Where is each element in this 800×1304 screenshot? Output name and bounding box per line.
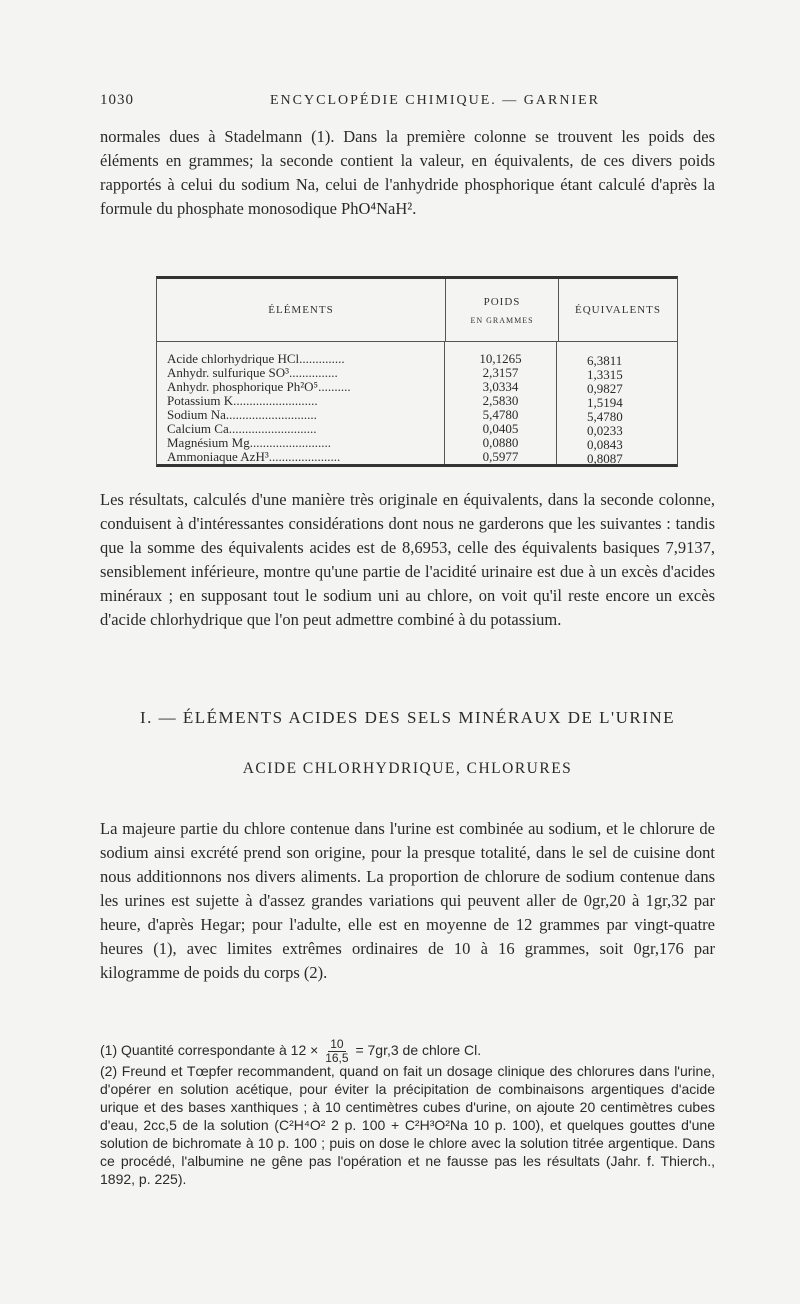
table-body (157, 342, 677, 464)
table-cell-poids: 0,0405 (482, 422, 519, 436)
table-cell-poids: 0,5977 (482, 450, 519, 464)
table-cell-equiv: 1,3315 (587, 368, 623, 382)
table-cell-element: Anhydr. phosphorique Ph²O⁵.......... (167, 380, 351, 394)
running-head (100, 92, 710, 109)
table-cell-element: Ammoniaque AzH³...................... (167, 450, 341, 464)
page-number: 1030 (100, 92, 134, 108)
fraction (325, 1038, 348, 1065)
table-cell-element: Potassium K.......................... (167, 394, 318, 408)
table-cell-element: Sodium Na............................ (167, 408, 317, 422)
table-cell-equiv: 6,3811 (587, 354, 623, 368)
table-cell-equiv: 1,5194 (587, 396, 623, 410)
table-cell-poids: 0,0880 (482, 436, 519, 450)
column-elements (157, 342, 445, 464)
running-title: ENCYCLOPÉDIE CHIMIQUE. — GARNIER (270, 93, 600, 108)
column-poids (445, 342, 557, 464)
table-cell-poids: 2,5830 (482, 394, 519, 408)
table-cell-poids: 5,4780 (482, 408, 519, 422)
table-cell-equiv: 0,8087 (587, 452, 623, 466)
table-cell-poids: 2,3157 (482, 366, 519, 380)
table-cell-equiv: 0,0233 (587, 424, 623, 438)
fraction-denominator: 16,5 (325, 1051, 349, 1065)
results-paragraph: Les résultats, calculés d'une manière très originale en équivalents, dans la seconde colonne, conduisent à d'intéressantes considérations dont nous ne garderons que les suivantes : tandis que la somme des équivalents acides est de 8,6953, celle des équivalents basiques 7,9137, sensiblement inférieure, montre qu'une partie de l'acidité urinaire est due à un excès d'acides minéraux ; en supposant tout le sodium uni au chlore, on voit qu'il reste encore un excès d'acide chlorhydrique que l'on peut admettre combiné à du potassium. (100, 490, 715, 629)
table-cell-element: Calcium Ca........................... (167, 422, 317, 436)
table-header (157, 279, 677, 342)
footnote-1-lead: (1) Quantité correspondante à 12 × (100, 1042, 319, 1059)
table-cell-poids: 3,0334 (482, 380, 519, 394)
table-cell-equiv: 0,9827 (587, 382, 623, 396)
header-equivalents: ÉQUIVALENTS (575, 304, 661, 316)
footnote-2: (2) Freund et Tœpfer recommandent, quand on fait un dosage clinique des chlorures dans l'urine, d'opérer en solution acétique, pour éviter la précipitation de combinaisons argentiques d'acide urique et des bases xanthiques ; à 10 centimètres cubes d'urine, on ajoute 20 centimètres cubes d'eau, 2cc,5 de la solution (C²H⁴O² 2 p. 100 + C²H³O²Na 10 p. 100), et quelques gouttes d'une solution de bichromate à 10 p. 100 ; puis on dose le chlore avec la solution titrée argentique. Dans ce procédé, l'albumine ne gêne pas l'opération et ne fausse pas les résultats (Jahr. f. Thierch., 1892, p. 225). (100, 1063, 715, 1187)
table-cell-element: Anhydr. sulfurique SO³............... (167, 366, 338, 380)
table-cell-poids: 10,1265 (479, 352, 522, 366)
section-title: I. — ÉLÉMENTS ACIDES DES SELS MINÉRAUX DE L'URINE (139, 708, 676, 727)
footnote-1 (100, 1038, 715, 1065)
subsection-title: ACIDE CHLORHYDRIQUE, CHLORURES (242, 760, 573, 777)
table-cell-element: Magnésium Mg......................... (167, 436, 331, 450)
table-cell-equiv: 5,4780 (587, 410, 623, 424)
table-cell-element: Acide chlorhydrique HCl.............. (167, 352, 345, 366)
header-elements: ÉLÉMENTS (157, 279, 446, 341)
header-poids-sub: EN GRAMMES (470, 315, 534, 325)
body-paragraph: La majeure partie du chlore contenue dans l'urine est combinée au sodium, et le chlorure de sodium ainsi excrété prend son origine, pour la presque totalité, dans le sel de cuisine dont nous additionnons nos divers aliments. La proportion de chlorure de sodium contenue dans les urines est sujette à d'assez grandes variations qui peuvent aller de 0gr,20 à 1gr,32 par heure, d'après Hegar; pour l'adulte, elle est en moyenne de 12 grammes par vingt-quatre heures (1), avec limites extrêmes ordinaires de 10 à 16 grammes, soit 0gr,176 par kilogramme de poids du corps (2). (100, 819, 715, 982)
table-cell-equiv: 0,0843 (587, 438, 623, 452)
footnote-1-tail: = 7gr,3 de chlore Cl. (355, 1042, 482, 1059)
column-equivalents (557, 342, 677, 464)
header-poids-label: POIDS (483, 295, 521, 308)
intro-paragraph: normales dues à Stadelmann (1). Dans la première colonne se trouvent les poids des éléments en grammes; la seconde contient la valeur, en équivalents, de ces divers poids rapportés à celui du sodium Na, celui de l'anhydride phosphorique étant calculé d'après la formule du phosphate monosodique PhO⁴NaH². (100, 127, 715, 218)
fraction-numerator: 10 (330, 1037, 344, 1051)
data-table (156, 276, 678, 467)
header-poids (446, 279, 559, 341)
